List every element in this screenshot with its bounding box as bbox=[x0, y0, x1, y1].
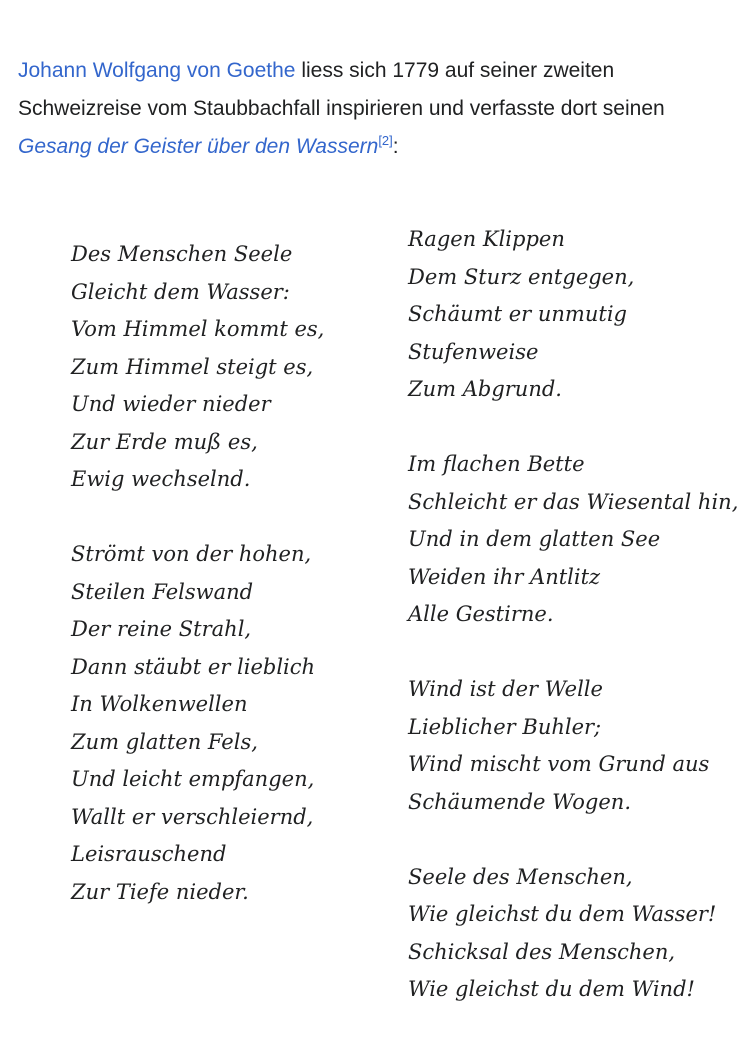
poem-stanza bbox=[408, 859, 738, 1009]
poem-line: Zur Tiefe nieder. bbox=[71, 879, 249, 904]
poem-line: Lieblicher Buhler; bbox=[408, 714, 602, 739]
poem-line: Schleicht er das Wiesental hin, bbox=[408, 489, 739, 514]
poem-line: Und leicht empfangen, bbox=[71, 767, 315, 791]
poem-line: Ragen Klippen bbox=[408, 227, 565, 251]
poem-stanza bbox=[71, 536, 324, 911]
poem-right-column bbox=[408, 221, 738, 1046]
poem-stanza bbox=[408, 221, 738, 409]
poem-line: Ewig wechselnd. bbox=[71, 467, 251, 491]
poem-stanza bbox=[408, 446, 738, 634]
poem-line: Leisrauschend bbox=[71, 842, 227, 866]
intro-paragraph bbox=[18, 52, 738, 166]
poem-stanza bbox=[71, 236, 324, 499]
intro-colon: : bbox=[392, 135, 399, 158]
poem-line: Dann stäubt er lieblich bbox=[71, 654, 316, 679]
poem-line: Des Menschen Seele bbox=[71, 242, 293, 266]
poem-line: Zum glatten Fels, bbox=[71, 729, 258, 754]
poem-line: Vom Himmel kommt es, bbox=[71, 317, 325, 341]
poem-line: Gleicht dem Wasser: bbox=[71, 279, 290, 304]
poem-line: Der reine Strahl, bbox=[71, 617, 252, 641]
poem-line: Und wieder nieder bbox=[71, 392, 271, 416]
poem-line: Stufenweise bbox=[408, 339, 539, 364]
goethe-link[interactable]: Johann Wolfgang von Goethe bbox=[18, 59, 296, 82]
poem-line: Zum Himmel steigt es, bbox=[71, 354, 314, 379]
poem-line: Zur Erde muß es, bbox=[71, 429, 258, 454]
poem-stanza bbox=[408, 671, 738, 821]
poem-line: In Wolkenwellen bbox=[71, 692, 248, 716]
poem-line: Dem Sturz entgegen, bbox=[408, 264, 635, 289]
poem-line: Wind ist der Welle bbox=[408, 677, 603, 701]
poem-line: Schäumt er unmutig bbox=[408, 302, 627, 326]
poem-line: Weiden ihr Antlitz bbox=[408, 564, 601, 589]
poem-line: Seele des Menschen, bbox=[408, 864, 633, 889]
poem-line: Wie gleichst du dem Wind! bbox=[408, 977, 695, 1001]
poem-line: Schicksal des Menschen, bbox=[408, 939, 676, 964]
poem-line: Im flachen Bette bbox=[408, 452, 585, 476]
intro-text: liess sich 1779 auf seiner zweiten Schweizreise vom Staubbachfall inspirieren und verfasste dort seinen bbox=[18, 59, 665, 120]
poem-title-link[interactable]: Gesang der Geister über den Wassern bbox=[18, 135, 379, 158]
poem-line: Steilen Felswand bbox=[71, 579, 254, 604]
poem-line: Wind mischt vom Grund aus bbox=[408, 752, 710, 776]
poem-left-column bbox=[71, 236, 324, 949]
poem-line: Und in dem glatten See bbox=[408, 527, 661, 551]
poem-line: Schäumende Wogen. bbox=[408, 789, 632, 814]
poem-line: Wallt er verschleiernd, bbox=[71, 804, 314, 829]
footnote-link[interactable]: [2] bbox=[378, 133, 393, 148]
poem-line: Wie gleichst du dem Wasser! bbox=[408, 902, 717, 926]
poem-line: Strömt von der hohen, bbox=[71, 542, 312, 566]
poem-line: Zum Abgrund. bbox=[408, 377, 562, 401]
poem-line: Alle Gestirne. bbox=[408, 602, 554, 626]
